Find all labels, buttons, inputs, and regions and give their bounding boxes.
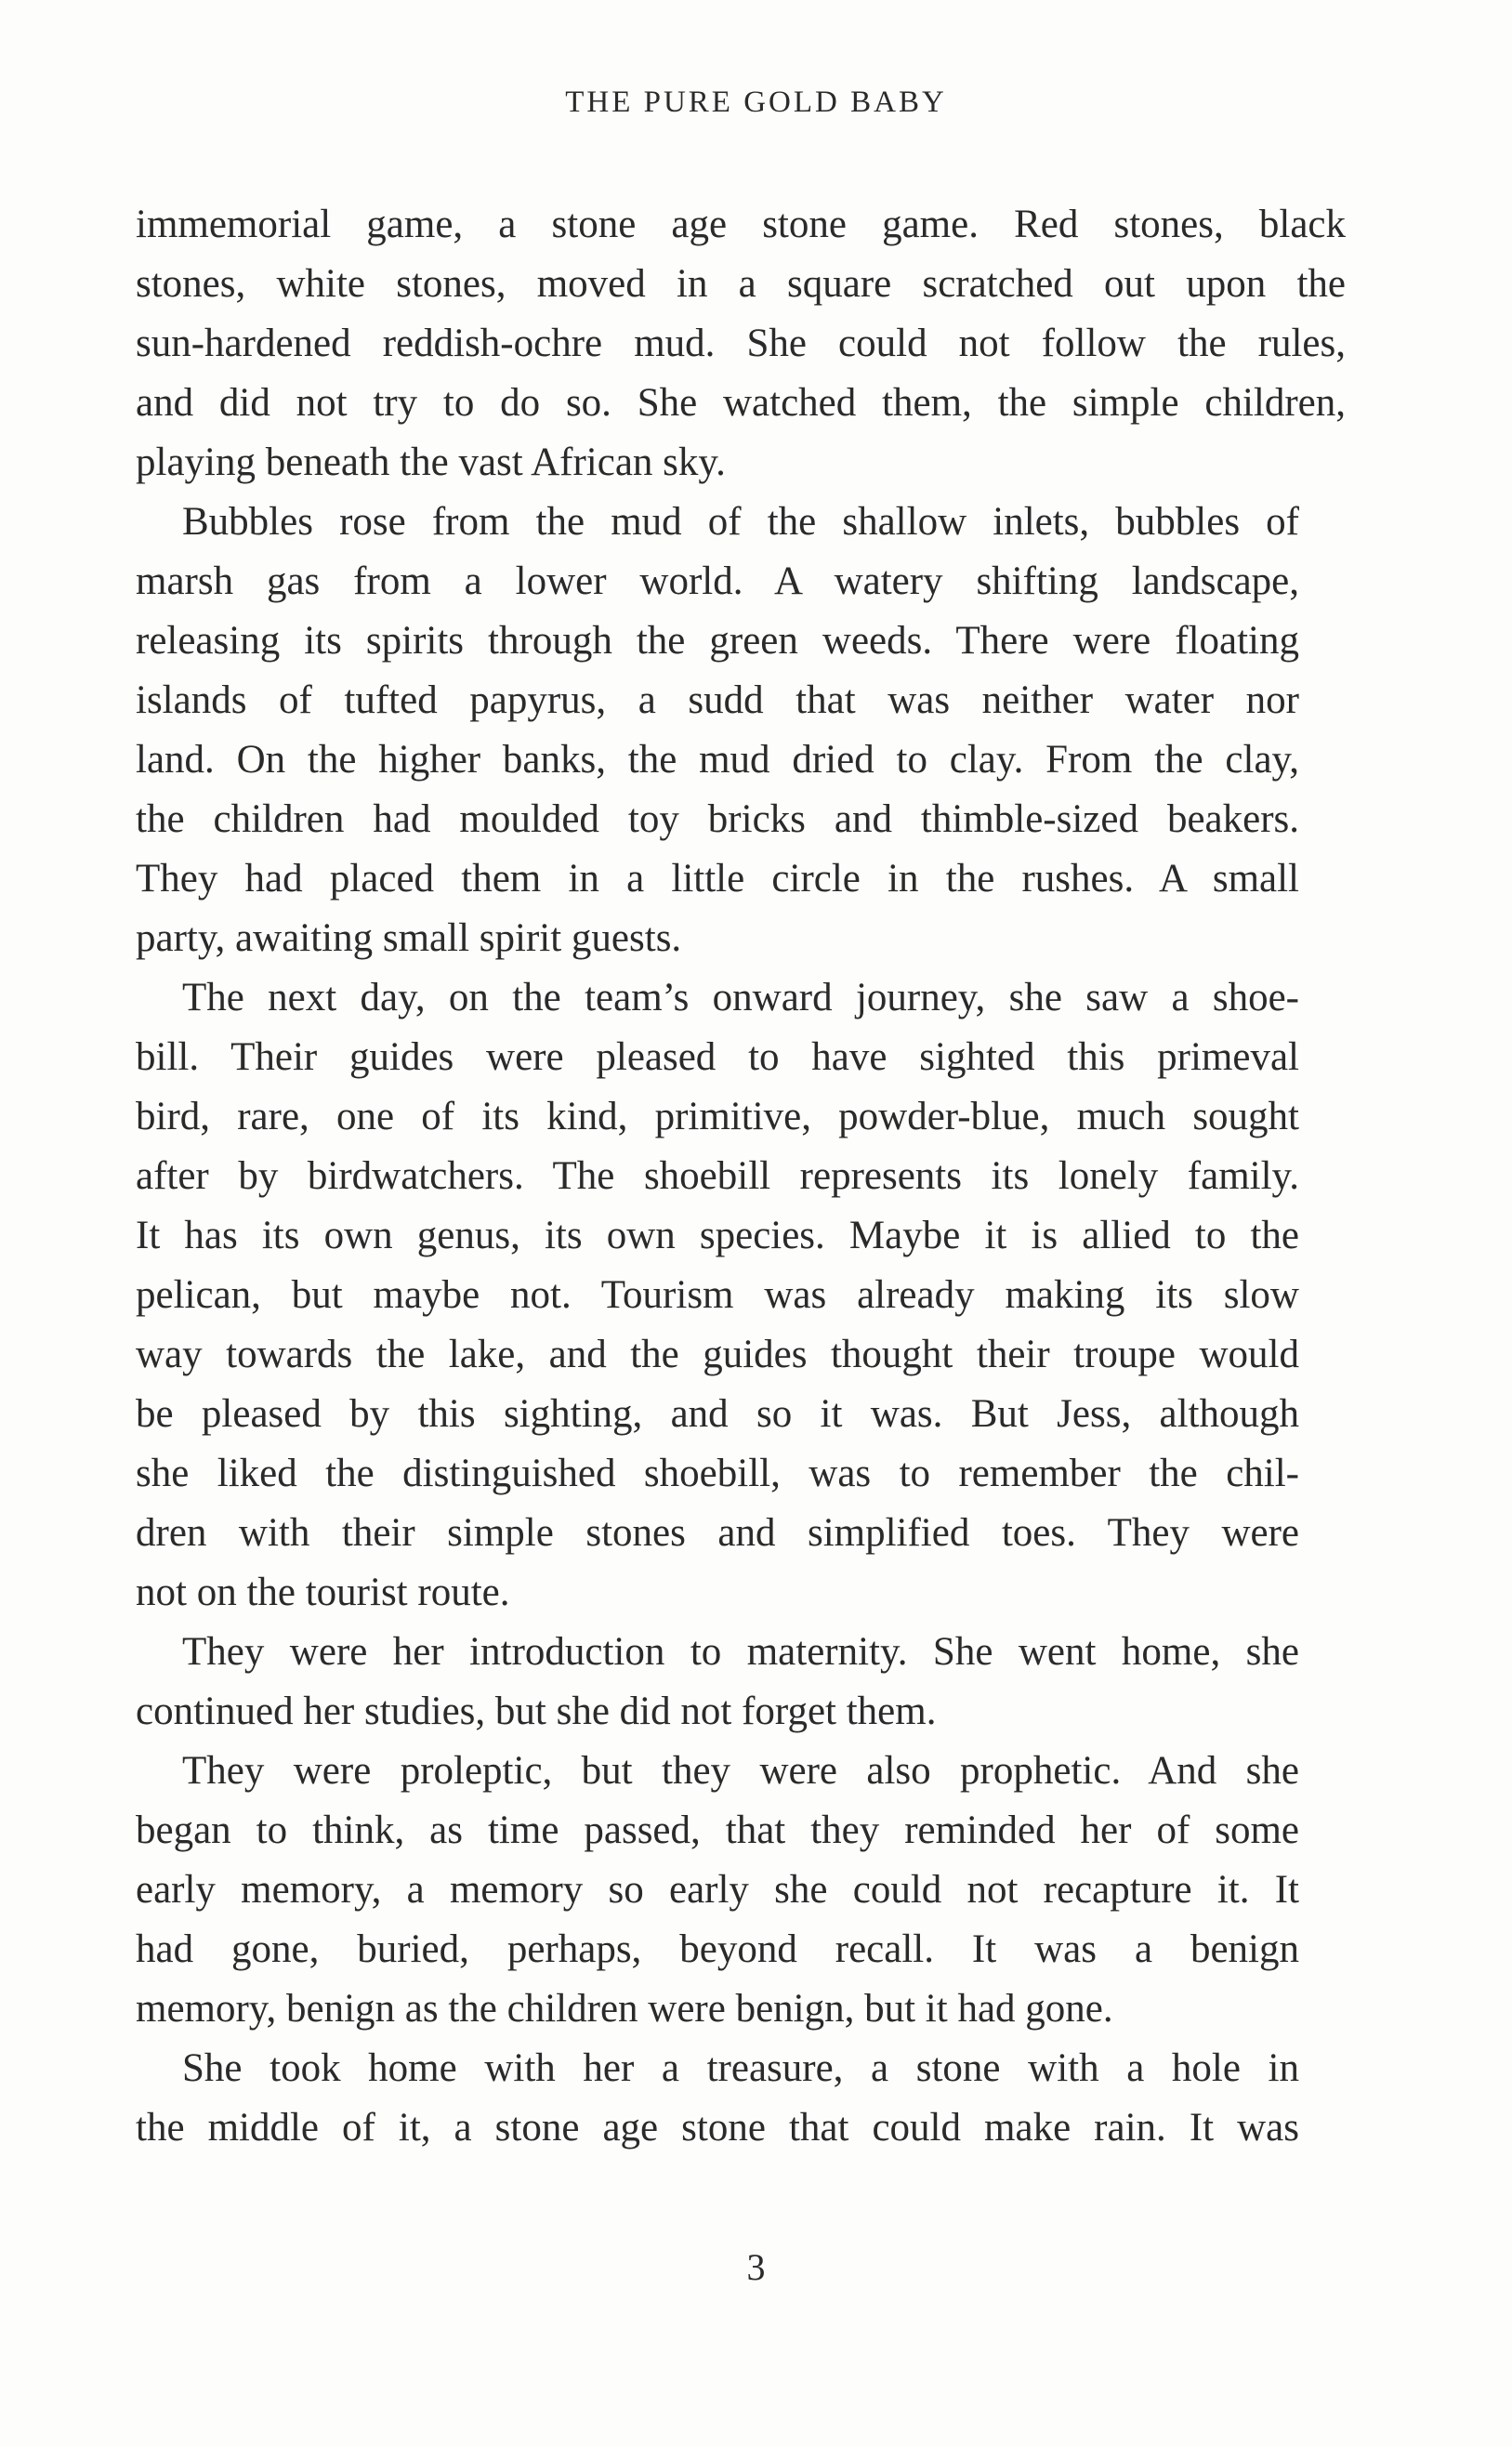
paragraph (136, 195, 1346, 493)
text-line: pelican, but maybe not. Tourism was already making its slow (136, 1273, 1299, 1317)
text-line: stones, white stones, moved in a square scratched out upon the (136, 262, 1346, 306)
text-line: Bubbles rose from the mud of the shallow inlets, bubbles of (182, 500, 1299, 544)
text-line: memory, benign as the children were benign, but it had gone. (136, 1987, 1113, 2031)
text-line: immemorial game, a stone age stone game. Red stones, black (136, 203, 1346, 246)
text-line: she liked the distinguished shoebill, was to remember the chil- (136, 1452, 1299, 1495)
text-line: They had placed them in a little circle in the rushes. A small (136, 857, 1299, 901)
body-text (136, 195, 1346, 2158)
paragraph (136, 493, 1346, 968)
text-line: be pleased by this sighting, and so it was. But Jess, although (136, 1392, 1299, 1436)
text-line: They were her introduction to maternity. She went home, she (182, 1630, 1299, 1674)
text-line: early memory, a memory so early she could not recapture it. It (136, 1868, 1299, 1912)
paragraph (136, 968, 1346, 1623)
text-line: the children had moulded toy bricks and thimble-sized beakers. (136, 797, 1299, 841)
running-head: THE PURE GOLD BABY (565, 85, 947, 119)
text-line: continued her studies, but she did not forget them. (136, 1690, 937, 1733)
text-line: It has its own genus, its own species. Maybe it is allied to the (136, 1214, 1299, 1257)
paragraph (136, 1742, 1346, 2039)
paragraph (136, 2039, 1346, 2158)
text-line: the middle of it, a stone age stone that could make rain. It was (136, 2106, 1299, 2150)
paragraph (136, 1623, 1346, 1742)
page-number: 3 (746, 2246, 766, 2288)
text-line: party, awaiting small spirit guests. (136, 916, 682, 960)
text-line: The next day, on the team’s onward journey, she saw a shoe- (182, 976, 1299, 1019)
text-line: bill. Their guides were pleased to have sighted this primeval (136, 1035, 1299, 1079)
text-line: way towards the lake, and the guides thought their troupe would (136, 1333, 1299, 1376)
text-line: They were proleptic, but they were also prophetic. And she (182, 1749, 1299, 1793)
text-line: bird, rare, one of its kind, primitive, powder-blue, much sought (136, 1095, 1299, 1138)
text-line: dren with their simple stones and simplified toes. They were (136, 1511, 1299, 1555)
text-line: not on the tourist route. (136, 1571, 510, 1614)
text-line: playing beneath the vast African sky. (136, 441, 726, 484)
text-line: islands of tufted papyrus, a sudd that was neither water nor (136, 678, 1299, 722)
text-line: sun-hardened reddish-ochre mud. She could not follow the rules, (136, 322, 1346, 365)
text-line: marsh gas from a lower world. A watery shifting landscape, (136, 559, 1299, 603)
text-line: began to think, as time passed, that they reminded her of some (136, 1808, 1299, 1852)
text-line: and did not try to do so. She watched them, the simple children, (136, 381, 1346, 425)
text-line: She took home with her a treasure, a stone with a hole in (182, 2046, 1299, 2090)
text-line: releasing its spirits through the green weeds. There were floating (136, 619, 1299, 663)
text-line: land. On the higher banks, the mud dried to clay. From the clay, (136, 738, 1299, 782)
text-line: had gone, buried, perhaps, beyond recall. It was a benign (136, 1927, 1299, 1971)
text-line: after by birdwatchers. The shoebill represents its lonely family. (136, 1154, 1299, 1198)
